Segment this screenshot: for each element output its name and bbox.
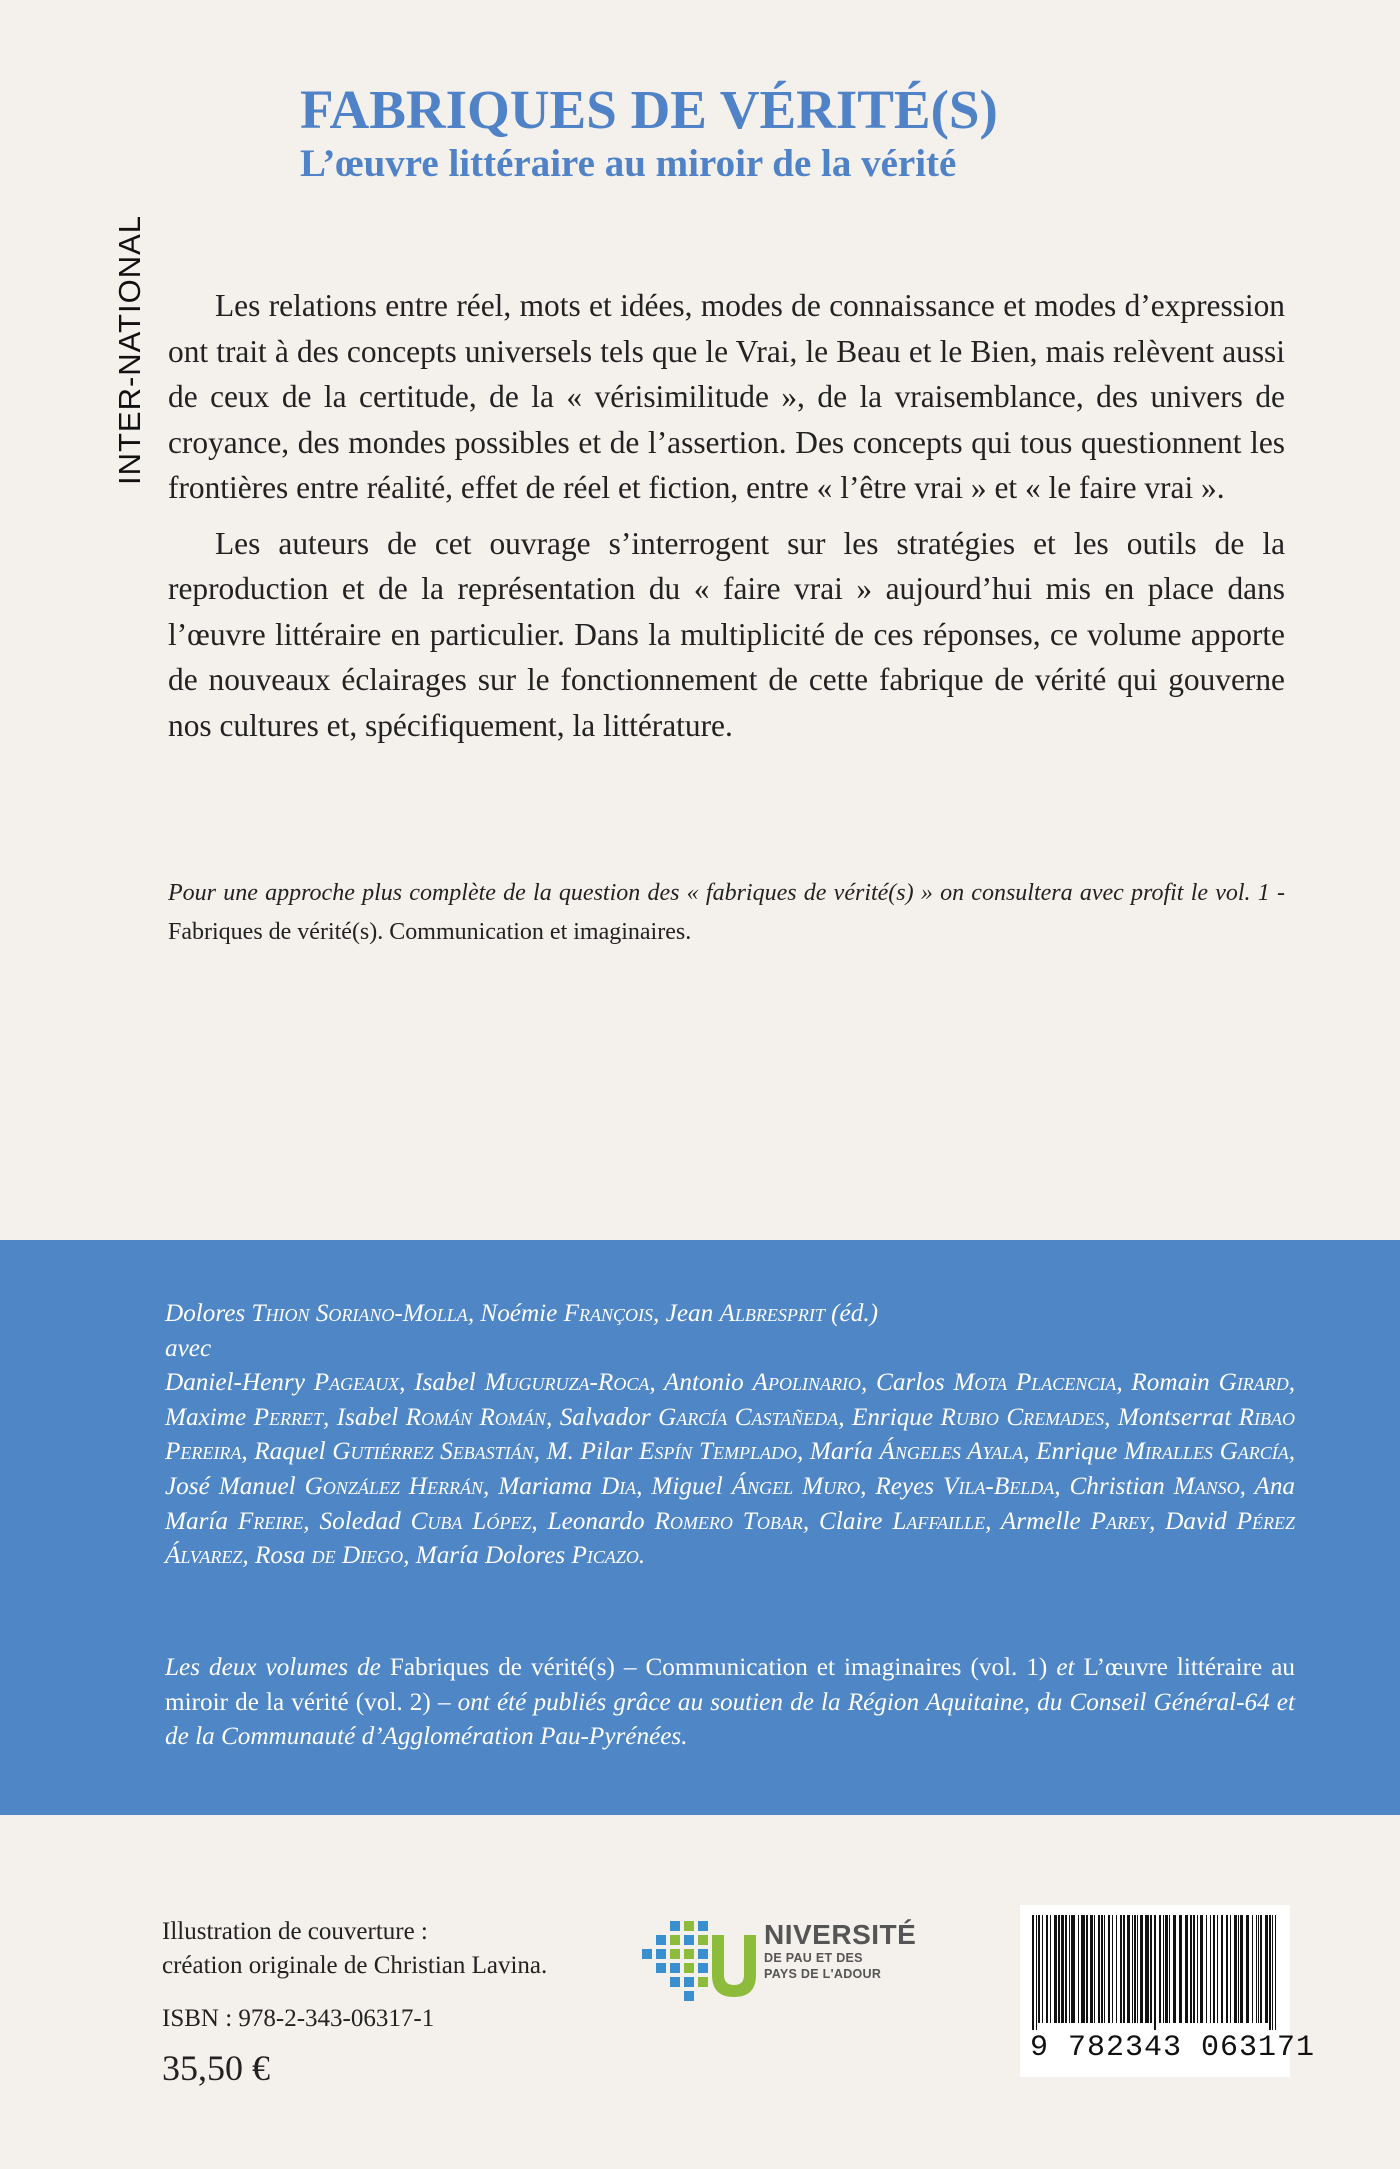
contributor-name: Jean Albresprit (665, 1300, 825, 1327)
contributor-name: Leonardo Romero Tobar (547, 1507, 803, 1535)
blurb (168, 283, 1285, 748)
contributor-name: Daniel-Henry Pageaux (165, 1369, 400, 1397)
contributor-name: Mariama Dia (498, 1472, 637, 1500)
contributor-name: Ana María Freire (165, 1472, 1296, 1535)
contributor-name: Claire Laffaille (819, 1507, 986, 1535)
university-logo: NIVERSITÉ DE PAU ET DES PAYS DE L'ADOUR (640, 1913, 880, 2013)
contributor-name: Enrique Rubio Cremades (851, 1403, 1105, 1431)
contributor-name: Rosa de Diego (254, 1542, 404, 1570)
contributor-name: Maxime Perret (165, 1403, 323, 1431)
contributors-list: Dolores Thion Soriano-Molla, Noémie François, Jean Albresprit (éd.) avec Daniel-Henry Pageaux, Isabel Muguruza-Roca, Antonio Apolinario, Carlos Mota Placencia, Romain Girard, Maxime Perret, Isabel Román Román, Salvador García Castañeda, Enrique Rubio Cremades, Montserrat Ribao Pereira, Raquel Gutiérrez Sebastián, M. Pilar Espín Templado, María Ángeles Ayala, Enrique Miralles García, José Manuel González Herrán, Mariama Dia, Miguel Ángel Muro, Reyes Vila-Belda, Christian Manso, Ana María Freire, Soledad Cuba López, Leonardo Romero Tobar, Claire Laffaille, Armelle Parey, David Pérez Álvarez, Rosa de Diego, María Dolores Picazo. (165, 1300, 1296, 1570)
contributor-name: Armelle Parey (1000, 1507, 1149, 1535)
book-title: FABRIQUES DE VÉRITÉ(S) (300, 79, 998, 140)
isbn: ISBN : 978-2-343-06317-1 (162, 2005, 435, 2032)
blurb-paragraph: Les relations entre réel, mots et idées, modes de connaissance et modes d’expression ont trait à des concepts universels tels que le Vrai, le Beau et le Bien, mais relèvent aussi de ceux de la certitude, de la « vérisimilitude », de la vraisemblance, des univers de croyance, des mondes possibles et de l’assertion. Des concepts qui tous questionnent les frontières entre réalité, effet de réel et fiction, entre « l’être vrai » et « le faire vrai ». (168, 288, 1285, 505)
contributor-name: María Dolores Picazo (415, 1542, 639, 1570)
contributor-name: Miguel Ángel Muro (651, 1472, 861, 1500)
contributor-name: Christian Manso (1069, 1472, 1240, 1500)
contributor-name: Isabel Román Román (336, 1403, 546, 1431)
volume-note: Pour une approche plus complète de la question des « fabriques de vérité(s) » on consultera avec profit le vol. 1 - Fabriques de vérité(s). Communication et imaginaires. (168, 880, 1285, 945)
contributor-name: María Ángeles Ayala (809, 1438, 1024, 1466)
contributor-name: M. Pilar Espín Templado (546, 1438, 797, 1466)
contributor-name: Reyes Vila-Belda (875, 1472, 1055, 1500)
contributor-name: José Manuel González Herrán (165, 1472, 483, 1500)
contributor-name: Enrique Miralles García (1036, 1438, 1289, 1466)
book-subtitle: L’œuvre littéraire au miroir de la vérité (300, 142, 957, 185)
contributor-name: Noémie François (480, 1300, 654, 1327)
university-logo-icon (640, 1913, 764, 2013)
barcode-digits: 9 782343 063171 (1030, 2031, 1316, 2065)
barcode-bars (1030, 1915, 1280, 2030)
price: 35,50 € (162, 2048, 270, 2088)
contributor-name: Montserrat Ribao Pereira (165, 1403, 1296, 1466)
contributor-name: Romain Girard (1131, 1369, 1289, 1397)
barcode (1020, 1905, 1316, 2077)
series-label: INTER-NATIONAL (112, 214, 147, 486)
contributor-name: Carlos Mota Placencia (876, 1369, 1117, 1397)
contributor-name: Raquel Gutiérrez Sebastián (254, 1438, 534, 1466)
acknowledgement: Les deux volumes de Fabriques de vérité(s) – Communication et imaginaires (vol. 1) et L’œuvre littéraire au miroir de la vérité (vol. 2) – ont été publiés grâce au soutien de la Région Aquitaine, du Conseil Général-64 et de la Communauté d’Agglomération Pau-Pyrénées. (165, 1654, 1295, 1751)
contributor-name: Isabel Muguruza-Roca (414, 1369, 650, 1397)
contributor-name: Salvador García Castañeda (559, 1403, 839, 1431)
contributor-name: David Pérez Álvarez (165, 1507, 1296, 1570)
blurb-paragraph: Les auteurs de cet ouvrage s’interrogent sur les stratégies et les outils de la reproduction et de la représentation du « faire vrai » aujourd’hui mis en place dans l’œuvre littéraire en particulier. Dans la multiplicité de ces réponses, ce volume apporte de nouveaux éclairages sur le fonctionnement de cette fabrique de vérité qui gouverne nos cultures et, spécifiquement, la littérature. (168, 525, 1285, 743)
contributor-name: Soledad Cuba López (319, 1507, 532, 1535)
cover-credits: Illustration de couverture : création originale de Christian Lavina. (162, 1918, 548, 1979)
contributor-name: Antonio Apolinario (663, 1369, 861, 1397)
contributor-name: Dolores Thion Soriano-Molla (165, 1300, 468, 1327)
